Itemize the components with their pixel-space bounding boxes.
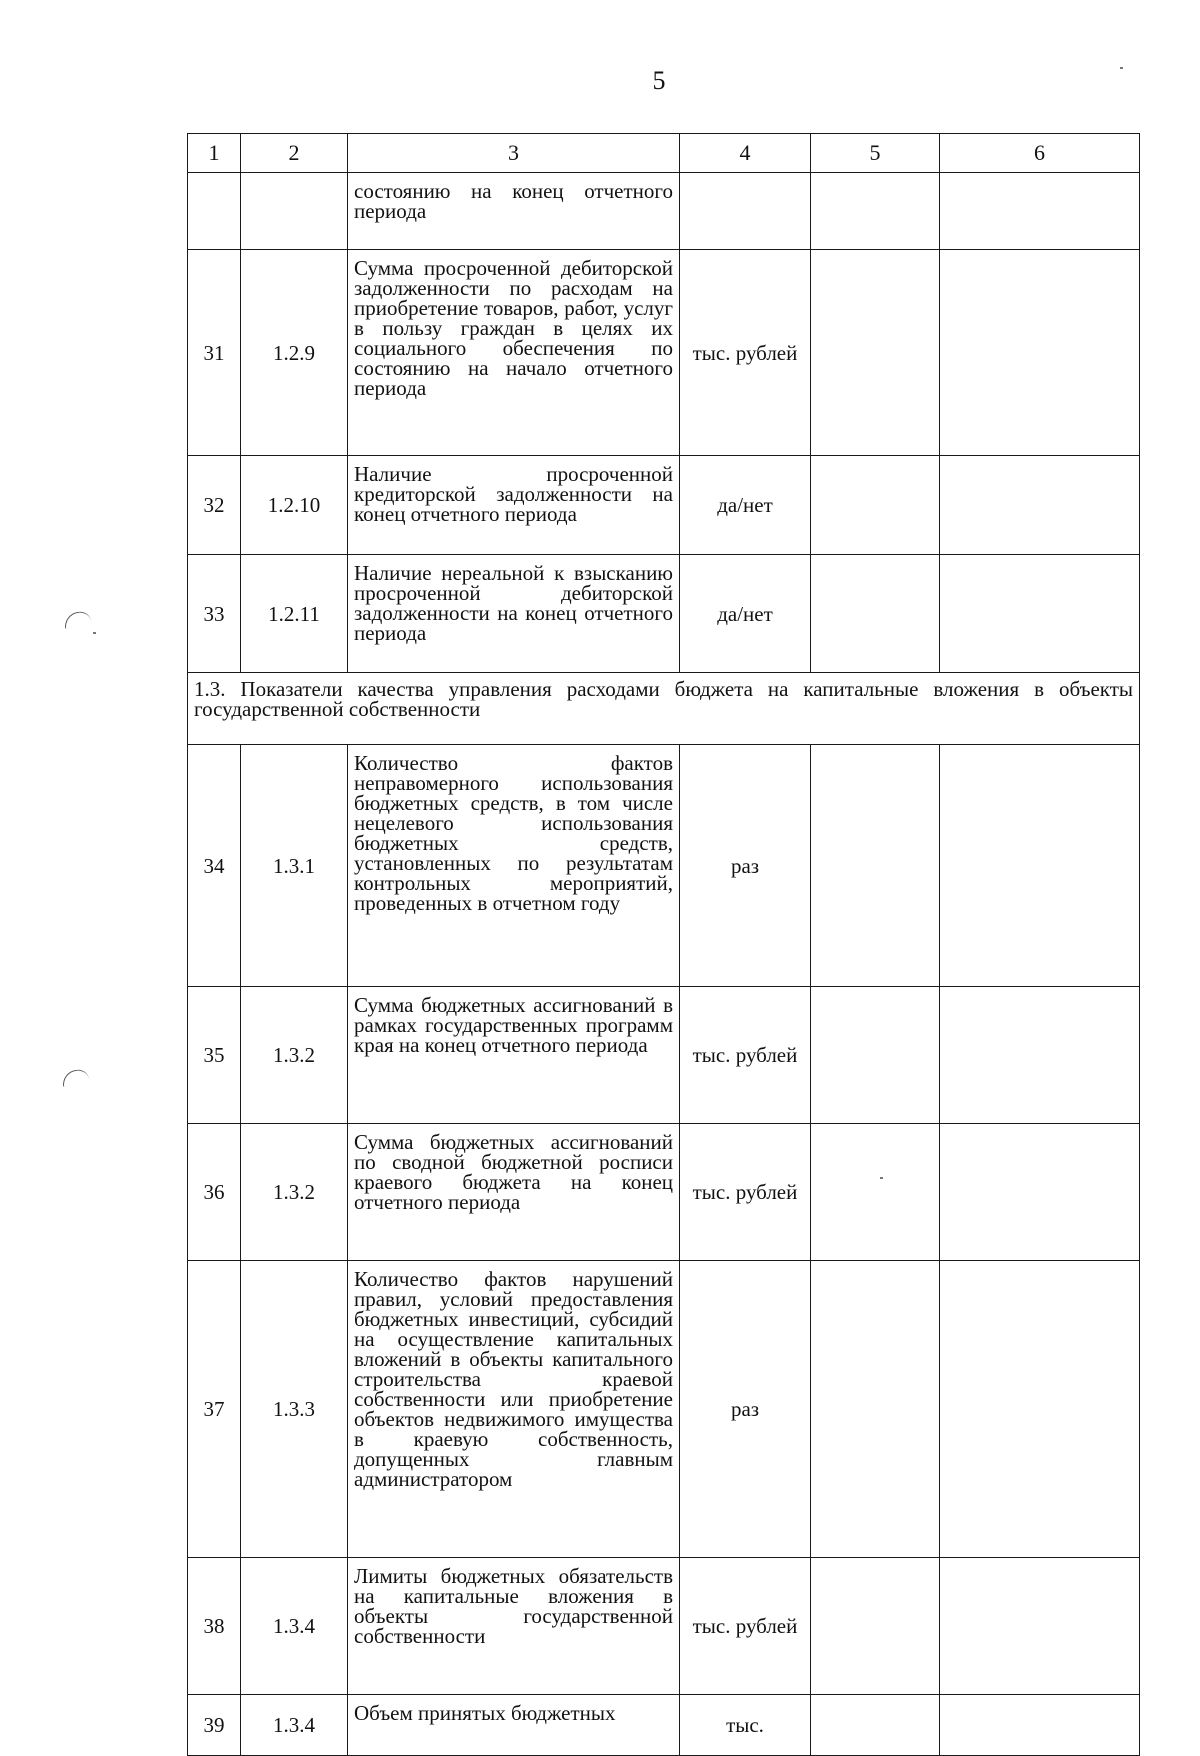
unit-of-measure: тыс. рублей	[680, 250, 811, 456]
table-row	[188, 456, 1140, 555]
row-number: 36	[188, 1124, 241, 1261]
row-number: 39	[188, 1695, 241, 1756]
indicator-code: 1.3.2	[241, 1124, 348, 1261]
row-number: 31	[188, 250, 241, 456]
row-number: 38	[188, 1558, 241, 1695]
indicator-description: Объем принятых бюджетных	[348, 1695, 680, 1756]
table-row	[188, 173, 1140, 250]
value-cell	[811, 987, 940, 1124]
value-cell	[940, 1558, 1140, 1695]
value-cell	[811, 1124, 940, 1261]
indicator-code: 1.3.3	[241, 1261, 348, 1558]
value-cell	[940, 250, 1140, 456]
value-cell	[940, 456, 1140, 555]
indicator-code: 1.2.10	[241, 456, 348, 555]
value-cell	[811, 173, 940, 250]
section-title: 1.3. Показатели качества управления расходами бюджета на капитальные вложения в объекты государственной собственности	[188, 673, 1140, 745]
indicator-code: 1.3.4	[241, 1695, 348, 1756]
table-row	[188, 1261, 1140, 1558]
table-row	[188, 555, 1140, 673]
indicator-code	[241, 173, 348, 250]
table-body	[188, 134, 1140, 1756]
unit-of-measure: тыс.	[680, 1695, 811, 1756]
unit-of-measure: раз	[680, 745, 811, 987]
value-cell	[940, 1261, 1140, 1558]
indicator-code: 1.3.1	[241, 745, 348, 987]
indicator-description: состоянию на конец отчетного периода	[348, 173, 680, 250]
speck	[880, 1177, 883, 1179]
unit-of-measure	[680, 173, 811, 250]
value-cell	[811, 745, 940, 987]
value-cell	[811, 1695, 940, 1756]
unit-of-measure: да/нет	[680, 555, 811, 673]
speck	[1120, 67, 1123, 69]
indicator-description: Количество фактов нарушений правил, условий предоставления бюджетных инвестиций, субсидий на осуществление капитальных вложений в объекты капитального строительства краевой собственности или приобретение объектов недвижимого имущества в краевую собственность, допущенных главным администратором	[348, 1261, 680, 1558]
indicator-code: 1.3.2	[241, 987, 348, 1124]
row-number: 33	[188, 555, 241, 673]
unit-of-measure: тыс. рублей	[680, 1558, 811, 1695]
indicator-code: 1.2.9	[241, 250, 348, 456]
header-cell: 3	[348, 134, 680, 173]
header-cell: 2	[241, 134, 348, 173]
value-cell	[811, 1261, 940, 1558]
indicator-code: 1.2.11	[241, 555, 348, 673]
value-cell	[940, 555, 1140, 673]
value-cell	[940, 1695, 1140, 1756]
indicator-description: Наличие нереальной к взысканию просроченной дебиторской задолженности на конец отчетного периода	[348, 555, 680, 673]
header-cell: 4	[680, 134, 811, 173]
value-cell	[811, 1558, 940, 1695]
table-row	[188, 987, 1140, 1124]
value-cell	[940, 987, 1140, 1124]
indicator-description: Сумма бюджетных ассигнований в рамках государственных программ края на конец отчетного периода	[348, 987, 680, 1124]
margin-mark	[63, 610, 92, 629]
table-row	[188, 1124, 1140, 1261]
row-number: 37	[188, 1261, 241, 1558]
table-row	[188, 745, 1140, 987]
value-cell	[940, 745, 1140, 987]
header-cell: 6	[940, 134, 1140, 173]
section-row	[188, 673, 1140, 745]
value-cell	[811, 456, 940, 555]
row-number	[188, 173, 241, 250]
unit-of-measure: тыс. рублей	[680, 987, 811, 1124]
indicator-description: Наличие просроченной кредиторской задолженности на конец отчетного периода	[348, 456, 680, 555]
indicator-description: Лимиты бюджетных обязательств на капитальные вложения в объекты государственной собственности	[348, 1558, 680, 1695]
header-cell: 5	[811, 134, 940, 173]
unit-of-measure: да/нет	[680, 456, 811, 555]
unit-of-measure: тыс. рублей	[680, 1124, 811, 1261]
table-header-row	[188, 134, 1140, 173]
page-number: 5	[652, 66, 666, 95]
value-cell	[811, 250, 940, 456]
row-number: 35	[188, 987, 241, 1124]
table-row	[188, 1558, 1140, 1695]
row-number: 32	[188, 456, 241, 555]
indicator-description: Сумма бюджетных ассигнований по сводной бюджетной росписи краевого бюджета на конец отчетного периода	[348, 1124, 680, 1261]
unit-of-measure: раз	[680, 1261, 811, 1558]
value-cell	[940, 1124, 1140, 1261]
table-row	[188, 1695, 1140, 1756]
table-row	[188, 250, 1140, 456]
indicator-description: Сумма просроченной дебиторской задолженности по расходам на приобретение товаров, работ, услуг в пользу граждан в целях их социального обеспечения по состоянию на начало отчетного периода	[348, 250, 680, 456]
value-cell	[940, 173, 1140, 250]
indicator-code: 1.3.4	[241, 1558, 348, 1695]
speck	[93, 632, 96, 634]
header-cell: 1	[188, 134, 241, 173]
row-number: 34	[188, 745, 241, 987]
indicator-description: Количество фактов неправомерного использования бюджетных средств, в том числе нецелевого использования бюджетных средств, установленных по результатам контрольных мероприятий, проведенных в отчетном году	[348, 745, 680, 987]
margin-mark	[61, 1068, 90, 1087]
value-cell	[811, 555, 940, 673]
indicator-table	[187, 133, 1140, 1756]
